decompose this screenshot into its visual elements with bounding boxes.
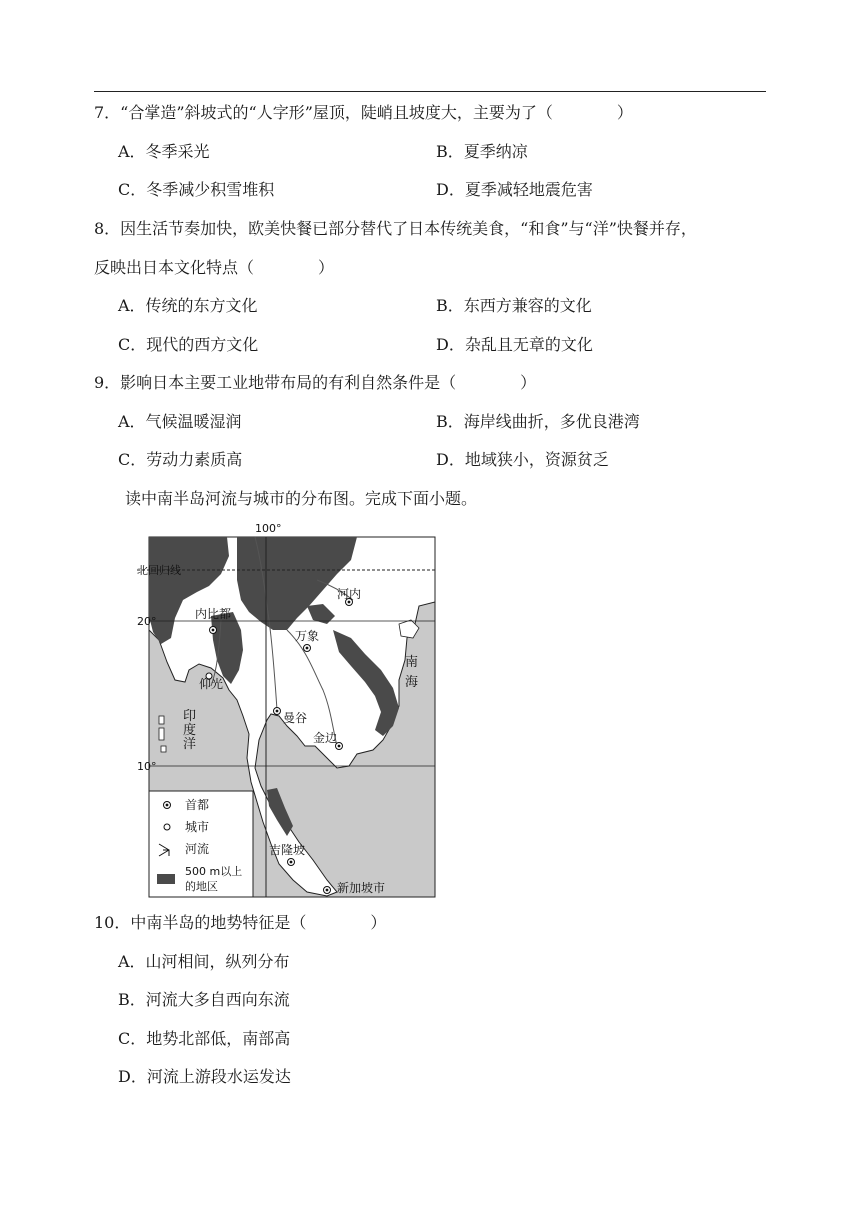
capital-marker-bangkok — [274, 708, 281, 715]
legend-capital-icon — [164, 802, 171, 809]
legend-river-label: 河流 — [185, 842, 210, 856]
header-rule — [94, 91, 766, 92]
city-label-kualalumpur: 吉隆坡 — [269, 843, 306, 857]
latitude-20-label: 20° — [137, 615, 157, 628]
q10-option-b: B．河流大多自西向东流 — [118, 990, 290, 1009]
legend-capital-label: 首都 — [185, 798, 210, 812]
question-8-stem-line2: 反映出日本文化特点（ ） — [94, 258, 335, 277]
latitude-10-label: 10° — [137, 760, 157, 773]
q9-option-d: D．地域狭小，资源贫乏 — [436, 450, 609, 469]
legend-highland-label-2: 的地区 — [185, 880, 218, 893]
capital-marker-neipyidaw — [210, 627, 217, 634]
q8-option-b: B．东西方兼容的文化 — [436, 296, 592, 315]
q10-option-a: A．山河相间，纵列分布 — [118, 952, 290, 971]
q9-option-c: C．劳动力素质高 — [118, 450, 243, 469]
question-10-stem: 10．中南半岛的地势特征是（ ） — [94, 913, 387, 932]
island — [161, 746, 166, 752]
q9-option-b: B．海岸线曲折，多优良港湾 — [436, 412, 640, 431]
city-label-bangkok: 曼谷 — [283, 711, 308, 725]
q8-option-a: A．传统的东方文化 — [118, 296, 258, 315]
capital-marker-kualalumpur — [288, 859, 295, 866]
city-label-neipyidaw: 内比都 — [195, 607, 232, 621]
south-china-sea-label-2: 海 — [405, 675, 419, 690]
map-intro-text: 读中南半岛河流与城市的分布图。完成下面小题。 — [125, 489, 478, 508]
island — [159, 716, 164, 724]
capital-marker-vientiane — [304, 645, 311, 652]
map-svg — [137, 520, 437, 900]
q8-option-d: D．杂乱且无章的文化 — [436, 335, 593, 354]
city-label-yangon: 仰光 — [199, 677, 224, 691]
tropic-label: 北回归线 — [137, 564, 181, 577]
q10-option-d: D．河流上游段水运发达 — [118, 1067, 291, 1086]
indian-ocean-label-2: 度 — [183, 723, 197, 738]
q7-option-b: B．夏季纳凉 — [436, 142, 528, 161]
south-china-sea-label-1: 南 — [405, 655, 419, 670]
capital-marker-singapore — [324, 887, 331, 894]
indochina-map — [137, 520, 437, 900]
q7-option-d: D．夏季减轻地震危害 — [436, 180, 593, 199]
indian-ocean-label-1: 印 — [183, 709, 197, 724]
city-label-singapore: 新加坡市 — [337, 881, 386, 895]
q10-option-c: C．地势北部低，南部高 — [118, 1029, 291, 1048]
legend-highland-label-1: 500 m以上 — [185, 865, 243, 878]
island — [159, 728, 164, 740]
city-label-hanoi: 河内 — [337, 587, 362, 601]
q7-option-c: C．冬季减少积雪堆积 — [118, 180, 275, 199]
q8-option-c: C．现代的西方文化 — [118, 335, 259, 354]
q9-option-a: A．气候温暖湿润 — [118, 412, 242, 431]
indian-ocean-label-3: 洋 — [183, 737, 197, 752]
question-8-stem-line1: 8．因生活节奏加快，欧美快餐已部分替代了日本传统美食，“和食”与“洋”快餐并存， — [94, 219, 697, 238]
legend-city-icon — [164, 824, 170, 830]
q7-option-a: A．冬季采光 — [118, 142, 210, 161]
question-9-stem: 9．影响日本主要工业地带布局的有利自然条件是（ ） — [94, 373, 537, 392]
longitude-label: 100° — [255, 522, 282, 535]
legend-city-label: 城市 — [185, 820, 210, 834]
city-label-phnompenh: 金边 — [313, 731, 338, 745]
legend-highland-icon — [157, 874, 175, 884]
city-label-vientiane: 万象 — [295, 629, 320, 643]
question-7-stem: 7．“合掌造”斜坡式的“人字形”屋顶，陡峭且坡度大，主要为了（ ） — [94, 103, 633, 122]
